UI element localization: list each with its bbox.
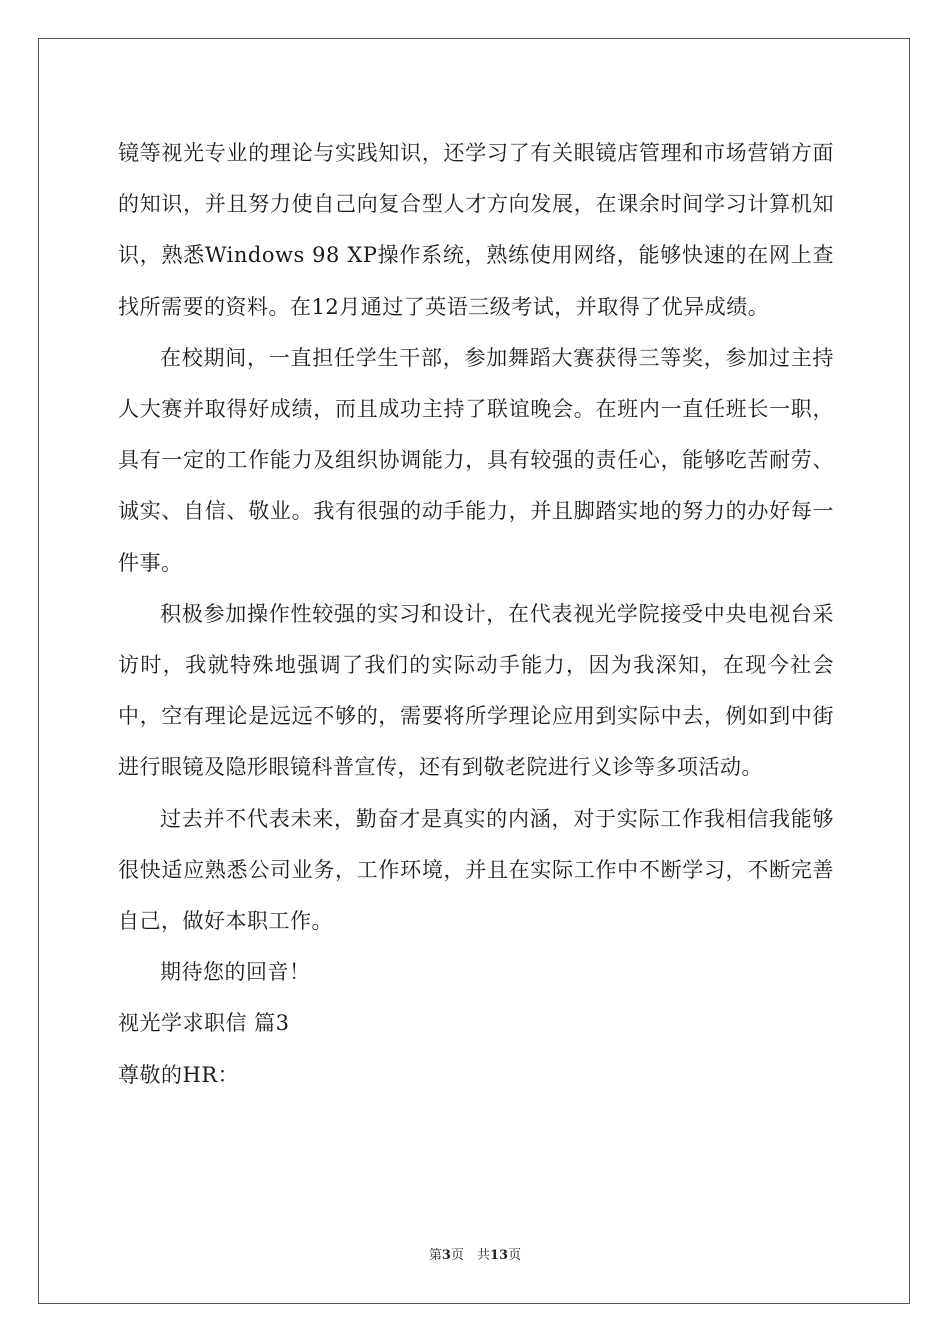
paragraph-4: 过去并不代表未来，勤奋才是真实的内涵，对于实际工作我相信我能够很快适应熟悉公司业务，工作环境，并且在实际工作中不断学习，不断完善自己，做好本职工作。 xyxy=(118,806,834,934)
paragraph-1: 镜等视光专业的理论与实践知识，还学习了有关眼镜店管理和市场营销方面的知识，并且努力使自己向复合型人才方向发展，在课余时间学习计算机知识，熟悉Windows 98 XP操作系统，熟练使用网络，能够快速的在网上查找所需要的资料。在12月通过了英语三级考试，并取得了优异成绩。 xyxy=(118,141,834,319)
paragraph-3: 积极参加操作性较强的实习和设计，在代表视光学院接受中央电视台采访时，我就特殊地强调了我们的实际动手能力，因为我深知，在现今社会中，空有理论是远远不够的，需要将所学理论应用到实际中去，例如到中街进行眼镜及隐形眼镜科普宣传，还有到敬老院进行义诊等多项活动。 xyxy=(118,601,834,780)
footer-suffix: 页 xyxy=(508,1248,522,1263)
salutation: 尊敬的HR： xyxy=(118,1062,240,1087)
footer-total-pages: 13 xyxy=(489,1248,509,1263)
section-title: 视光学求职信 篇3 xyxy=(118,1011,290,1036)
closing-line: 期待您的回音！ xyxy=(160,960,311,985)
paragraph-2: 在校期间，一直担任学生干部，参加舞蹈大赛获得三等奖，参加过主持人大赛并取得好成绩，而且成功主持了联谊晚会。在班内一直任班长一职，具有一定的工作能力及组织协调能力，具有较强的责任心，能够吃苦耐劳、诚实、自信、敬业。我有很强的动手能力，并且脚踏实地的努力的办好每一件事。 xyxy=(118,345,834,575)
document-body xyxy=(118,128,834,1101)
page-footer xyxy=(0,1244,950,1263)
footer-mid: 页 共 xyxy=(450,1248,490,1263)
footer-prefix: 第 xyxy=(428,1248,442,1263)
footer-page-number: 3 xyxy=(441,1248,451,1263)
